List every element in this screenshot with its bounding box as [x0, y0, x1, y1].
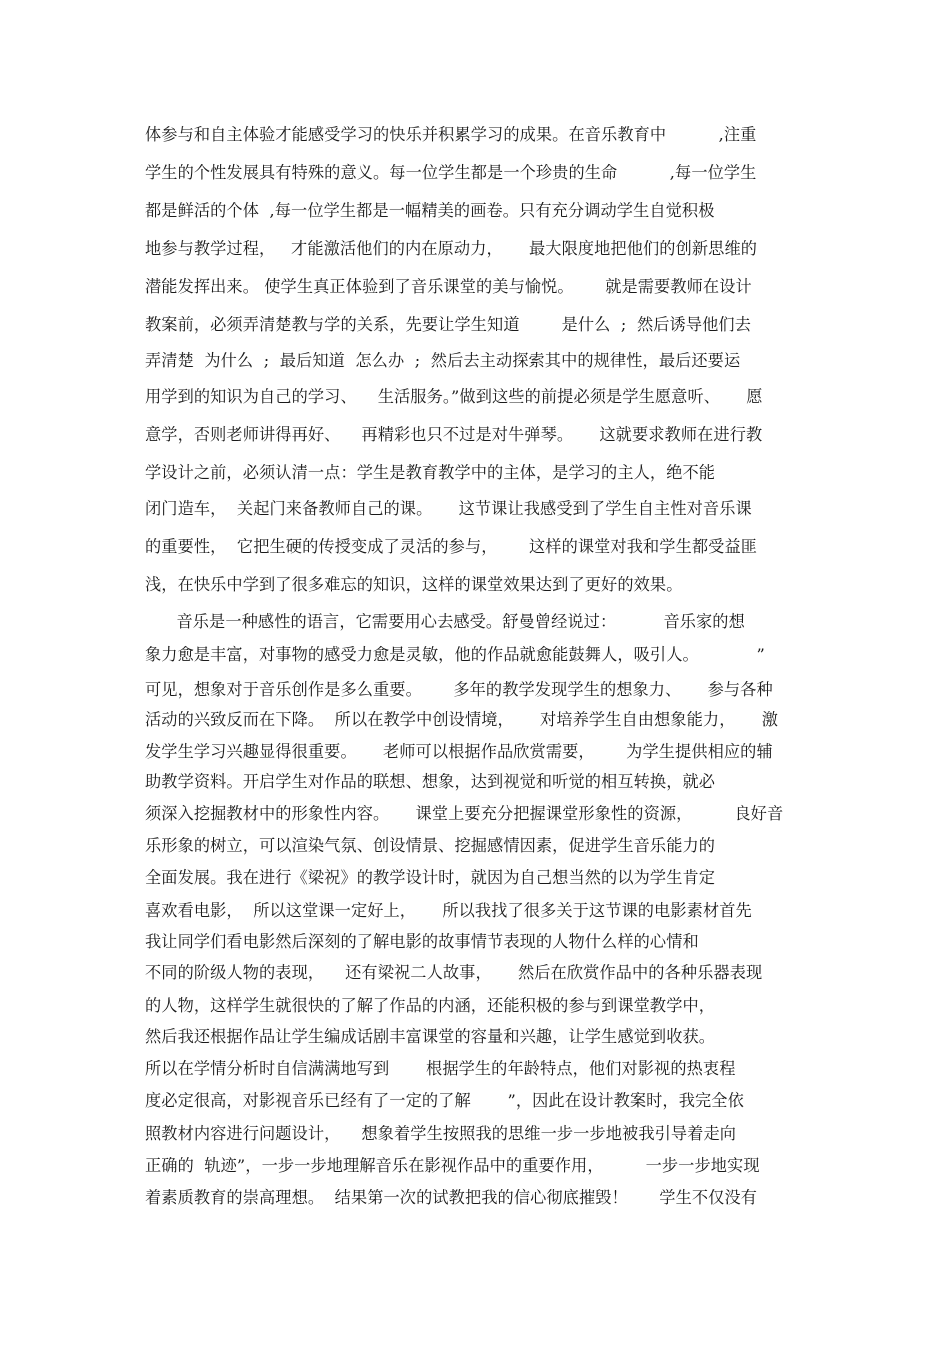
text-line: 所以在学情分析时自信满满地写到 根据学生的年龄特点，他们对影视的热衷程 [145, 1059, 736, 1078]
text-line: 浅，在快乐中学到了很多难忘的知识，这样的课堂效果达到了更好的效果。 [145, 575, 683, 594]
text-line: 象力愈是丰富，对事物的感受力愈是灵敏，他的作品就愈能鼓舞人，吸引人。 ” [145, 645, 765, 664]
text-line: 须深入挖掘教材中的形象性内容。 课堂上要充分把握课堂形象性的资源， 良好音 [145, 804, 784, 823]
text-line: 可见，想象对于音乐创作是多么重要。 多年的教学发现学生的想象力、 参与各种 [145, 680, 773, 699]
text-line: 喜欢看电影， 所以这堂课一定好上， 所以我找了很多关于这节课的电影素材首先 [145, 901, 752, 920]
text-line: 乐形象的树立，可以渲染气氛、创设情景、挖掘感情因素，促进学生音乐能力的 [145, 836, 716, 855]
text-line: 意学，否则老师讲得再好、 再精彩也只不过是对牛弹琴。 这就要求教师在进行教 [145, 425, 763, 444]
text-line: 教案前，必须弄清楚教与学的关系，先要让学生知道 是什么 ; 然后诱导他们去 [145, 315, 751, 334]
text-line: 弄清楚 为什么 ; 最后知道 怎么办 ; 然后去主动探索其中的规律性，最后还要运 [145, 351, 741, 370]
text-line: 全面发展。我在进行《梁祝》的教学设计时，就因为自己想当然的以为学生肯定 [145, 868, 716, 887]
text-line: 度必定很高，对影视音乐已经有了一定的了解 ”，因此在设计教案时，我完全依 [145, 1091, 744, 1110]
text-line: 地参与教学过程， 才能激活他们的内在原动力， 最大限度地把他们的创新思维的 [145, 239, 758, 258]
text-line: 潜能发挥出来。 使学生真正体验到了音乐课堂的美与愉悦。 就是需要教师在设计 [145, 277, 752, 296]
text-line: 的重要性， 它把生硬的传授变成了灵活的参与， 这样的课堂对我和学生都受益匪 [145, 537, 758, 556]
text-line: 都是鲜活的个体 ,每一位学生都是一幅精美的画卷。只有充分调动学生自觉积极 [145, 201, 715, 220]
text-line: 体参与和自主体验才能感受学习的快乐并积累学习的成果。在音乐教育中 ,注重 [145, 125, 757, 144]
text-line: 正确的 轨迹”，一步一步地理解音乐在影视作品中的重要作用， 一步一步地实现 [145, 1156, 760, 1175]
text-line: 不同的阶级人物的表现， 还有梁祝二人故事， 然后在欣赏作品中的各种乐器表现 [145, 963, 763, 982]
text-line: 音乐是一种感性的语言，它需要用心去感受。舒曼曾经说过： 音乐家的想 [145, 612, 745, 631]
text-line: 然后我还根据作品让学生编成话剧丰富课堂的容量和兴趣，让学生感觉到收获。 [145, 1027, 716, 1046]
text-line: 着素质教育的崇高理想。 结果第一次的试教把我的信心彻底摧毁！ 学生不仅没有 [145, 1188, 758, 1207]
text-line: 活动的兴致反而在下降。 所以在教学中创设情境， 对培养学生自由想象能力， 激 [145, 710, 779, 729]
text-line: 发学生学习兴趣显得很重要。 老师可以根据作品欣赏需要， 为学生提供相应的辅 [145, 742, 773, 761]
text-line: 照教材内容进行问题设计， 想象着学生按照我的思维一步一步地被我引导着走向 [145, 1124, 737, 1143]
text-line: 我让同学们看电影然后深刻的了解电影的故事情节表现的人物什么样的心情和 [145, 932, 699, 951]
text-line: 学设计之前，必须认清一点：学生是教育教学中的主体，是学习的主人，绝不能 [145, 463, 716, 482]
text-line: 闭门造车， 关起门来备教师自己的课。 这节课让我感受到了学生自主性对音乐课 [145, 499, 752, 518]
text-line: 学生的个性发展具有特殊的意义。每一位学生都是一个珍贵的生命 ,每一位学生 [145, 163, 757, 182]
text-line: 助教学资料。开启学生对作品的联想、想象，达到视觉和听觉的相互转换，就必 [145, 772, 716, 791]
text-line: 的人物，这样学生就很快的了解了作品的内涵，还能积极的参与到课堂教学中， [145, 996, 716, 1015]
text-line: 用学到的知识为自己的学习、 生活服务。”做到这些的前提必须是学生愿意听、 愿 [145, 387, 763, 406]
